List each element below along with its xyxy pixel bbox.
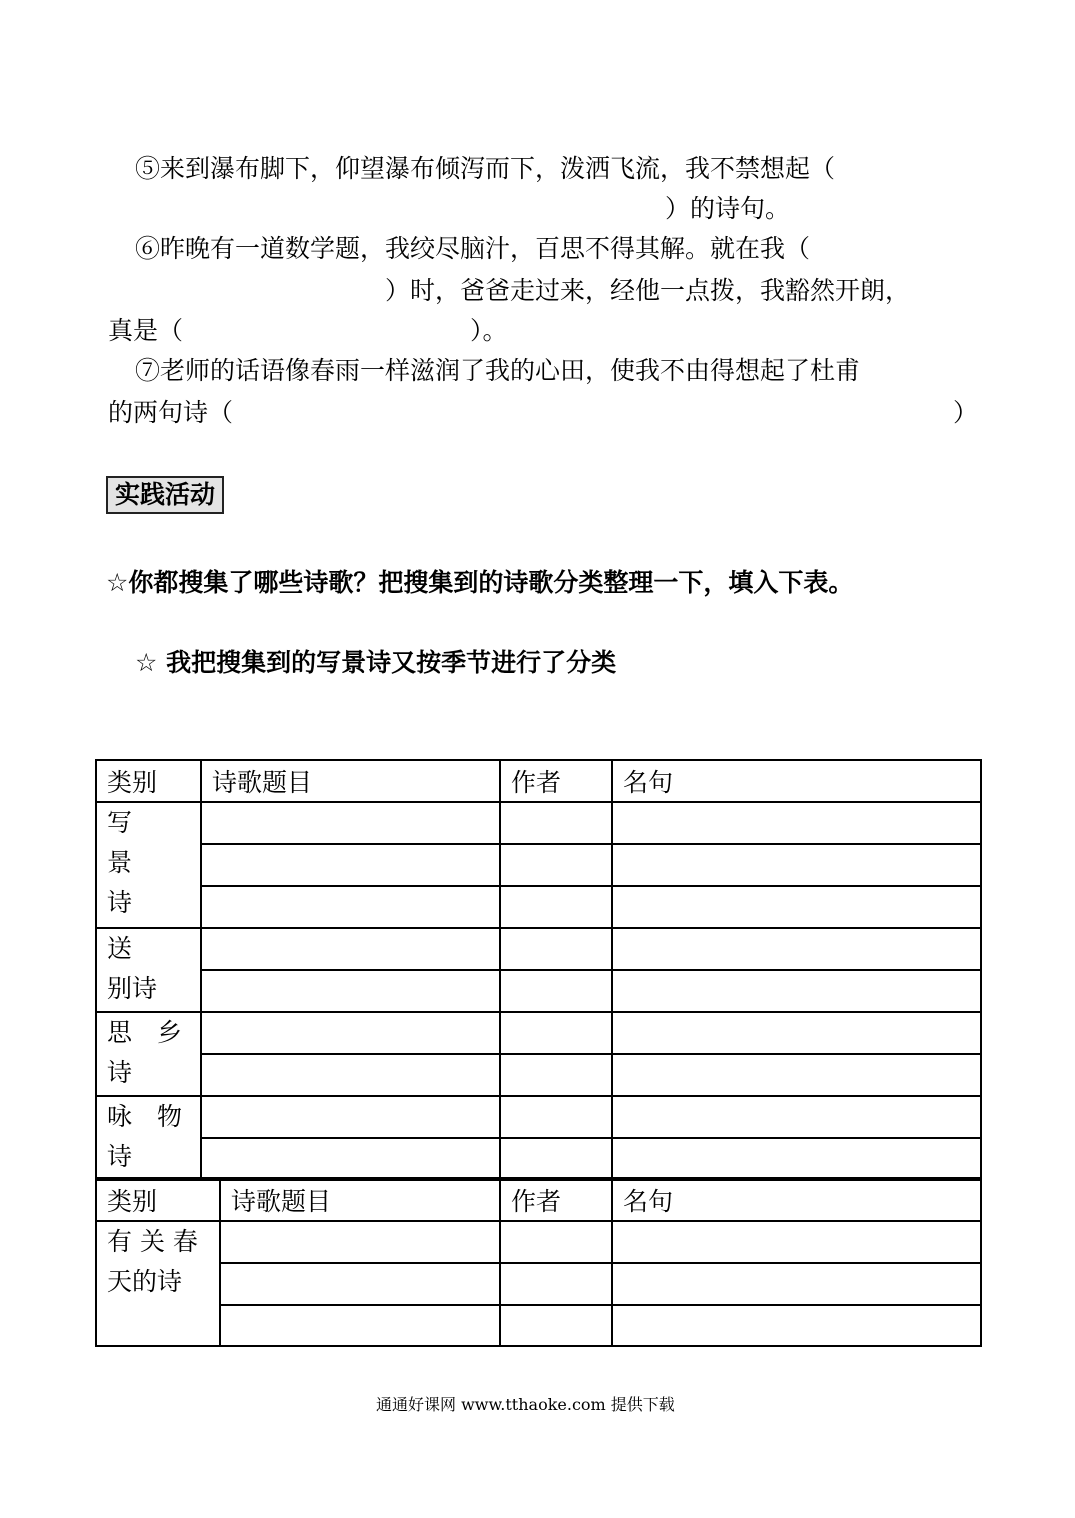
table-row [96,970,981,1012]
category-label-line: 诗 [107,1142,133,1171]
author-cell[interactable] [500,1263,612,1305]
poem-title-cell[interactable] [201,970,500,1012]
category-farewell-poems [96,928,201,1012]
author-cell[interactable] [500,844,612,886]
category-label-line: 诗 [107,1058,133,1087]
header-famous-line: 名句 [612,760,981,802]
table-row [96,802,981,844]
question-6-line-3: 真是（ [108,316,184,345]
category-label-line: 送 [107,934,133,963]
category-label-line: 天的诗 [107,1267,183,1296]
category-object-poems [96,1096,201,1180]
question-6-line-1: ⑥昨晚有一道数学题，我绞尽脑汁，百思不得其解。就在我（ [135,234,811,263]
header-famous-line: 名句 [612,1178,981,1221]
category-label-line: 景 [107,848,133,877]
poem-title-cell[interactable] [201,1012,500,1054]
category-label-line: 咏 物 [107,1102,183,1131]
category-homesick-poems [96,1012,201,1096]
poem-title-cell[interactable] [220,1263,500,1305]
question-7-line-2: 的两句诗（ [108,398,234,427]
poem-title-cell[interactable] [201,928,500,970]
category-label-line: 别诗 [107,974,158,1003]
season-poem-table [95,1177,982,1347]
section-heading: 实践活动 [106,476,224,514]
author-cell[interactable] [500,1305,612,1346]
table-row [96,844,981,886]
table-row [96,1138,981,1180]
poem-category-table [95,759,982,1181]
header-poem-title: 诗歌题目 [220,1178,500,1221]
question-7-line-1: ⑦老师的话语像春雨一样滋润了我的心田，使我不由得想起了杜甫 [135,356,861,385]
category-label-line: 写 [107,808,133,837]
question-5-line-2: ）的诗句。 [665,194,791,223]
famous-line-cell[interactable] [612,970,981,1012]
table-row [96,1263,981,1305]
famous-line-cell[interactable] [612,928,981,970]
poem-title-cell[interactable] [220,1305,500,1346]
table-row [96,1305,981,1346]
category-label-line: 思 乡 [107,1018,183,1047]
famous-line-cell[interactable] [612,886,981,928]
author-cell[interactable] [500,1138,612,1180]
poem-title-cell[interactable] [201,1054,500,1096]
category-label-line: 诗 [107,888,133,917]
table-row [96,1096,981,1138]
header-author: 作者 [500,1178,612,1221]
table-header-row [96,760,981,802]
famous-line-cell[interactable] [612,802,981,844]
poem-title-cell[interactable] [201,844,500,886]
category-scenery-poems [96,802,201,928]
table-row [96,1012,981,1054]
table-row [96,1054,981,1096]
question-5-line-1: ⑤来到瀑布脚下，仰望瀑布倾泻而下，泼洒飞流，我不禁想起（ [135,154,836,183]
author-cell[interactable] [500,1221,612,1263]
question-6-line-4: ）。 [470,316,508,345]
famous-line-cell[interactable] [612,844,981,886]
famous-line-cell[interactable] [612,1054,981,1096]
author-cell[interactable] [500,886,612,928]
header-poem-title: 诗歌题目 [201,760,500,802]
poem-title-cell[interactable] [201,886,500,928]
author-cell[interactable] [500,1054,612,1096]
author-cell[interactable] [500,970,612,1012]
famous-line-cell[interactable] [612,1305,981,1346]
poem-title-cell[interactable] [201,802,500,844]
poem-title-cell[interactable] [201,1138,500,1180]
famous-line-cell[interactable] [612,1096,981,1138]
page-footer: 通通好课网 www.tthaoke.com 提供下载 [376,1395,675,1414]
table-header-row [96,1178,981,1221]
table-row [96,1221,981,1263]
header-category: 类别 [96,760,201,802]
famous-line-cell[interactable] [612,1138,981,1180]
task-instruction-2: ☆ 我把搜集到的写景诗又按季节进行了分类 [135,648,617,677]
table-row [96,886,981,928]
table-row [96,928,981,970]
author-cell[interactable] [500,1012,612,1054]
poem-title-cell[interactable] [201,1096,500,1138]
author-cell[interactable] [500,802,612,844]
header-category: 类别 [96,1178,220,1221]
poem-title-cell[interactable] [220,1221,500,1263]
header-author: 作者 [500,760,612,802]
author-cell[interactable] [500,928,612,970]
famous-line-cell[interactable] [612,1263,981,1305]
famous-line-cell[interactable] [612,1221,981,1263]
question-7-line-3: ） [953,398,979,427]
category-spring-poems [96,1221,220,1346]
famous-line-cell[interactable] [612,1012,981,1054]
question-6-line-2: ）时，爸爸走过来，经他一点拨，我豁然开朗， [385,276,911,305]
author-cell[interactable] [500,1096,612,1138]
task-instruction-1: ☆你都搜集了哪些诗歌？把搜集到的诗歌分类整理一下，填入下表。 [106,568,854,597]
category-label-line: 有 关 春 [107,1227,198,1256]
